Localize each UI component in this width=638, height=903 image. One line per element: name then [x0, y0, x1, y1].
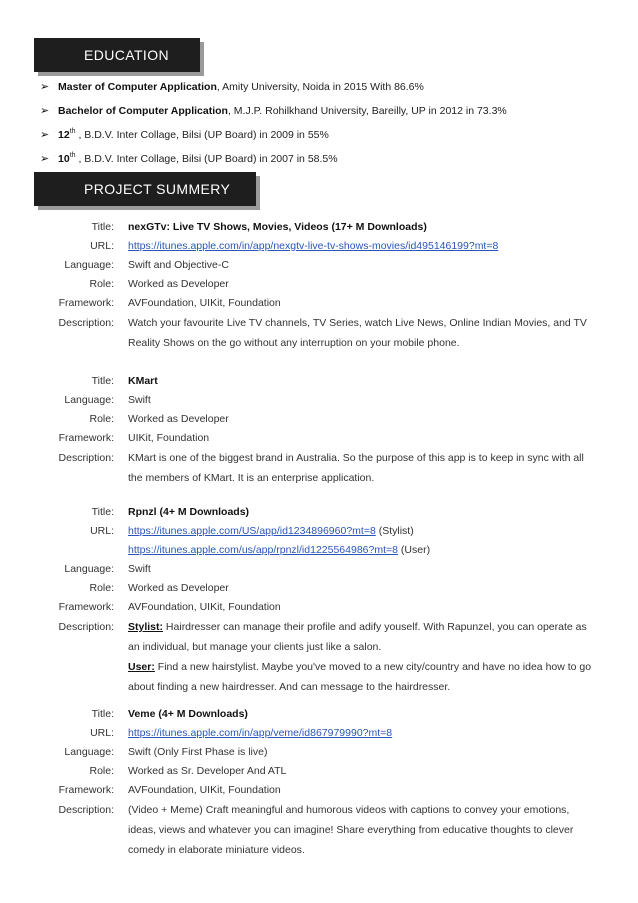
- project-url-link[interactable]: https://itunes.apple.com/in/app/nexgtv-live-tv-shows-movies/id495146199?mt=8: [128, 240, 499, 252]
- project-title: Rpnzl (4+ M Downloads): [128, 506, 250, 518]
- project-language: Swift and Objective-C: [128, 259, 229, 271]
- title-label: Title:: [91, 506, 114, 518]
- project-summary-heading: [34, 172, 256, 206]
- arrow-bullet-icon: ➢: [40, 105, 50, 117]
- education-detail: , B.D.V. Inter Collage, Bilsi (UP Board) in 2009 in 55%: [75, 129, 329, 141]
- role-label: Role:: [89, 582, 114, 594]
- user-text: Find a new hairstylist. Maybe you've moved to a new city/country and have no idea how to go about finding a new hairdresser. And can message to the hairdresser.: [128, 661, 592, 693]
- user-label: User:: [128, 661, 155, 673]
- framework-label: Framework:: [58, 601, 114, 613]
- project-framework: AVFoundation, UIKit, Foundation: [128, 297, 281, 309]
- project-veme: [0, 705, 638, 860]
- project-role: Worked as Developer: [128, 413, 229, 425]
- project-rpnzl: [0, 503, 638, 697]
- title-label: Title:: [91, 221, 114, 233]
- project-title: nexGTv: Live TV Shows, Movies, Videos (17+ M Downloads): [128, 221, 427, 233]
- role-label: Role:: [89, 413, 114, 425]
- stylist-text: Hairdresser can manage their profile and adify youself. With Rapunzel, you can operate as an individual, but manage your clients just like a salon.: [128, 621, 587, 653]
- project-language: Swift: [128, 563, 151, 575]
- project-description: (Video + Meme) Craft meaningful and humorous videos with captions to convey your emotions, ideas, views and whatever you can imagine! Share everything from educative thoughts to clever comedy in elaborate miniature videos.: [128, 804, 574, 856]
- project-description: [128, 617, 598, 697]
- title-label: Title:: [91, 375, 114, 387]
- education-detail: , M.J.P. Rohilkhand University, Bareilly, UP in 2012 in 73.3%: [227, 105, 507, 117]
- description-label: Description:: [58, 621, 114, 633]
- education-heading-text: EDUCATION: [84, 47, 170, 63]
- education-degree-suffix: th: [69, 152, 76, 159]
- education-list: [40, 80, 610, 176]
- project-language: Swift: [128, 394, 151, 406]
- education-item: [40, 80, 610, 104]
- project-role: Worked as Sr. Developer And ATL: [128, 765, 287, 777]
- project-kmart: [0, 372, 638, 488]
- description-label: Description:: [58, 452, 114, 464]
- project-nexgtv: [0, 218, 638, 353]
- education-degree: Master of Computer Application: [58, 81, 217, 93]
- description-label: Description:: [58, 317, 114, 329]
- framework-label: Framework:: [58, 784, 114, 796]
- education-heading: [34, 38, 200, 72]
- education-degree: Bachelor of Computer Application: [58, 105, 228, 117]
- project-role: Worked as Developer: [128, 278, 229, 290]
- language-label: Language:: [64, 259, 114, 271]
- education-item: [40, 104, 610, 128]
- title-label: Title:: [91, 708, 114, 720]
- project-title: Veme (4+ M Downloads): [128, 708, 248, 720]
- role-label: Role:: [89, 765, 114, 777]
- url-note: (User): [397, 544, 431, 556]
- url-note: (Stylist): [375, 525, 414, 537]
- education-item: [40, 128, 610, 152]
- url-label: URL:: [90, 727, 114, 739]
- stylist-label: Stylist:: [128, 621, 164, 633]
- framework-label: Framework:: [58, 432, 114, 444]
- framework-label: Framework:: [58, 297, 114, 309]
- education-detail: , B.D.V. Inter Collage, Bilsi (UP Board) in 2007 in 58.5%: [75, 153, 338, 165]
- language-label: Language:: [64, 563, 114, 575]
- project-title: KMart: [128, 375, 158, 387]
- arrow-bullet-icon: ➢: [40, 153, 50, 165]
- language-label: Language:: [64, 394, 114, 406]
- description-label: Description:: [58, 804, 114, 816]
- project-url-link[interactable]: https://itunes.apple.com/US/app/id1234896960?mt=8: [128, 525, 376, 537]
- project-url-link-secondary[interactable]: https://itunes.apple.com/us/app/rpnzl/id1225564986?mt=8: [128, 544, 398, 556]
- education-detail: , Amity University, Noida in 2015 With 86.6%: [216, 81, 424, 93]
- project-language: Swift (Only First Phase is live): [128, 746, 268, 758]
- project-description: Watch your favourite Live TV channels, TV Series, watch Live News, Online Indian Movies, and TV Reality Shows on the go without any interruption on your mobile phone.: [128, 317, 587, 349]
- url-label: URL:: [90, 525, 114, 537]
- role-label: Role:: [89, 278, 114, 290]
- project-framework: AVFoundation, UIKit, Foundation: [128, 601, 281, 613]
- project-url-link[interactable]: https://itunes.apple.com/in/app/veme/id867979990?mt=8: [128, 727, 393, 739]
- language-label: Language:: [64, 746, 114, 758]
- education-degree-suffix: th: [69, 128, 76, 135]
- project-summary-heading-text: PROJECT SUMMERY: [84, 181, 231, 197]
- arrow-bullet-icon: ➢: [40, 81, 50, 93]
- project-framework: AVFoundation, UIKit, Foundation: [128, 784, 281, 796]
- education-degree: 10: [58, 153, 70, 165]
- project-framework: UIKit, Foundation: [128, 432, 210, 444]
- education-degree: 12: [58, 129, 70, 141]
- url-label: URL:: [90, 240, 114, 252]
- project-role: Worked as Developer: [128, 582, 229, 594]
- arrow-bullet-icon: ➢: [40, 129, 50, 141]
- project-description: KMart is one of the biggest brand in Australia. So the purpose of this app is to keep in sync with all the members of KMart. It is an enterprise application.: [128, 452, 584, 484]
